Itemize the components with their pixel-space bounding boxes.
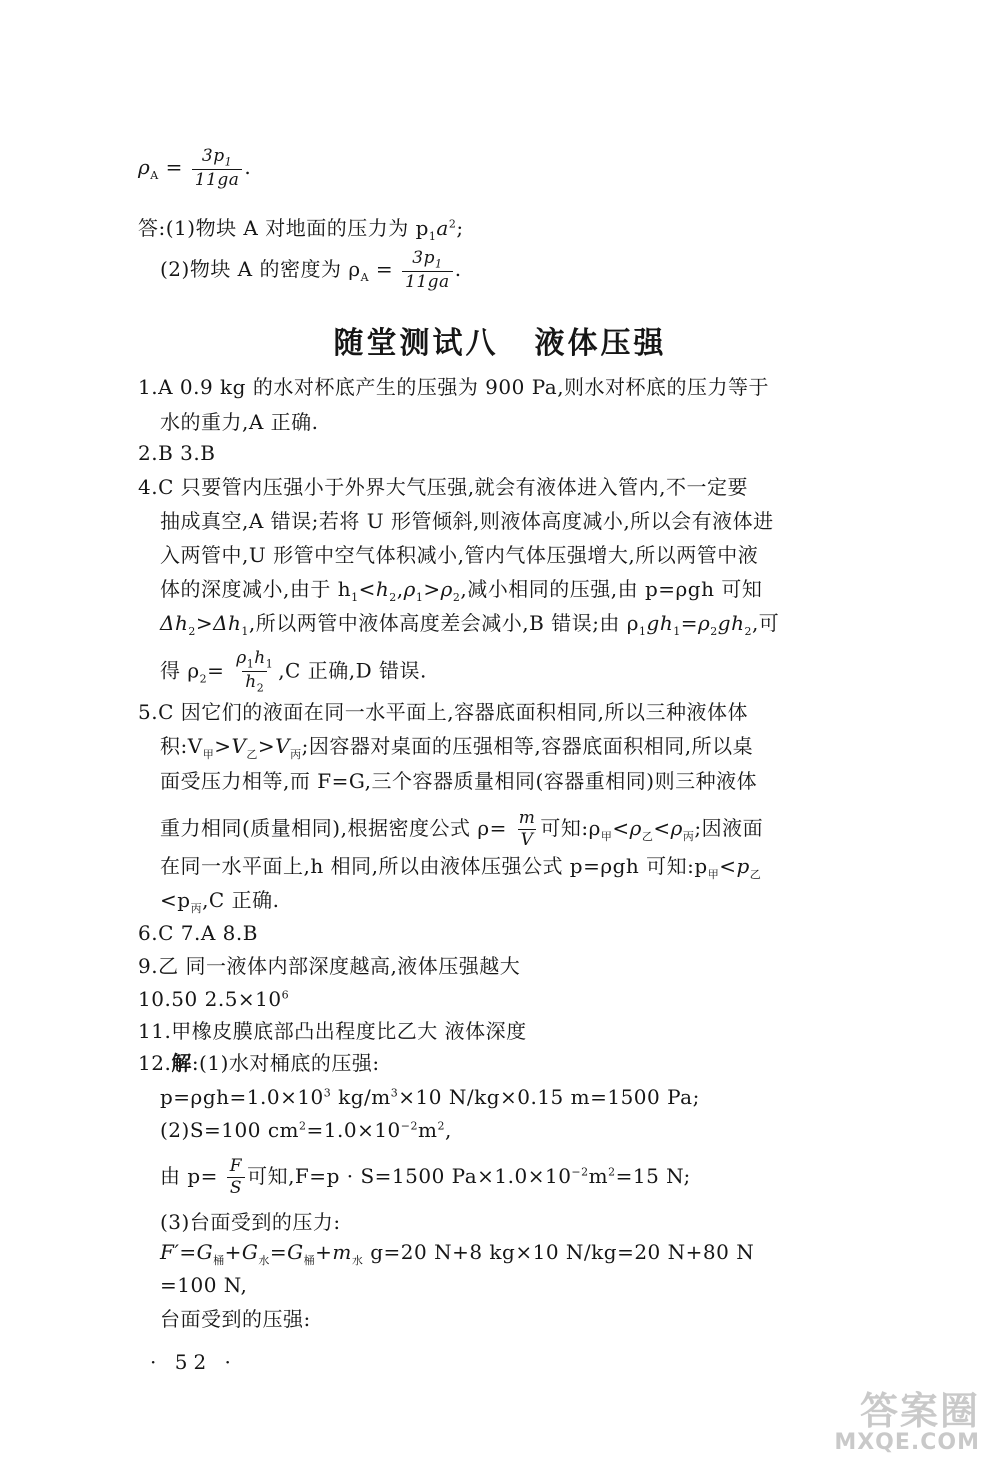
fraction: $\frac{\rho_1h_1}{h_2}$: [236, 648, 274, 695]
q5-text: 积:V: [160, 734, 203, 758]
q1-line-1: 1.A 0.9 kg 的水对杯底产生的压强为 900 Pa,则水对杯底的压力等于: [138, 375, 770, 399]
q5-text-7: <p: [160, 888, 191, 912]
q10-line: 10.50 $2.5\times 10^6$: [138, 987, 290, 1011]
q12-number: 12.: [138, 1051, 172, 1075]
q12-line-2: $p=\rho gh=1.0\times 10^3$ $kg/m^3\times 10$ N/kg×0.15 m=1500 Pa;: [160, 1085, 700, 1109]
q4-text-4: ,可: [751, 611, 780, 635]
q12-jie: 解: [171, 1051, 192, 1075]
q12-text-10: 可知,F=p · S=1500 Pa×1.0×10: [247, 1164, 572, 1188]
q5-text-5: ;因液面: [694, 816, 764, 840]
q12-text-4: ×10 N/kg×0.15 m=1500 Pa;: [398, 1085, 700, 1109]
q12-text-12: =15 N;: [615, 1164, 691, 1188]
equals: =: [165, 155, 183, 180]
q5-line-2: 积$:V_甲>V_乙>V_丙$;因容器对桌面的压强相等,容器底面积相同,所以桌: [160, 734, 754, 761]
q12-text-11: m: [588, 1164, 609, 1188]
q4-text-5: 得 ρ: [160, 658, 200, 683]
answer-text: (2)物块 A 的密度为 ρ: [160, 257, 361, 282]
q5-text-4: 可知:ρ: [540, 816, 601, 840]
q4-line-4: 体的深度减小,由于 $h_1<h_2,\rho_1>\rho_2$,减小相同的压强,由 p=ρgh 可知: [160, 577, 763, 604]
q12-text-3: kg/m: [331, 1085, 391, 1109]
denominator: 11ga: [402, 271, 453, 291]
q5-text-6: 在同一水平面上,h 相同,所以由液体压强公式 p=ρgh 可知:p: [160, 854, 708, 878]
q12-text-9: 由 p=: [160, 1164, 218, 1188]
q4-text: 体的深度减小,由于 h: [160, 577, 352, 601]
q12-line-1: [138, 1053, 380, 1073]
q4-line-1: 4.C 只要管内压强小于外界大气压强,就会有液体进入管内,不一定要: [138, 475, 748, 499]
q12-text-13: F′=G: [160, 1240, 214, 1264]
q4-line-2: 抽成真空,A 错误;若将 U 形管倾斜,则液体高度减小,所以会有液体进: [160, 509, 774, 533]
q12-line-4: 由 p= $\frac{F}{S}$ 可知,F=p · S=1500 $Pa\times 1.0\times 10^{-2}m^2=15$ N;: [160, 1156, 691, 1198]
fraction: $\frac{F}{S}$: [227, 1158, 245, 1197]
equals: =: [375, 257, 394, 282]
numerator: 3p: [412, 248, 435, 268]
watermark-logo: 答案圈: [859, 1389, 980, 1433]
q12-line-8: 台面受到的压强:: [160, 1307, 311, 1331]
q4-text-6: ,C 正确,D 错误.: [278, 658, 427, 683]
title-right: 液体压强: [534, 326, 667, 361]
q12-text-6: =1.0×10: [306, 1118, 401, 1142]
a-symbol: a: [436, 216, 449, 240]
section-title: [0, 318, 1000, 362]
q12-text-2: p=ρgh=1.0×10: [160, 1085, 324, 1109]
q5-text-2: ;因容器对桌面的压强相等,容器底面积相同,所以桌: [301, 734, 754, 758]
answer-line-1: 答:(1)物块 A 对地面的压力为 $p_1a^2$;: [138, 216, 464, 243]
fraction: $\frac{3p_1}{11ga}$: [192, 148, 243, 189]
q5-line-4: 重力相同(质量相同),根据密度公式 ρ= $\frac{m}{V}$ 可知$:\rho_甲<\rho_乙<\rho_丙$;因液面: [160, 808, 764, 850]
q5-line-5: 在同一水平面上,h 相同,所以由液体压强公式 p=ρgh 可知$:p_甲<p_乙$: [160, 854, 762, 881]
watermark: [776, 1380, 986, 1460]
q5-line-3: 面受压力相等,而 F=G,三个容器质量相同(容器重相同)则三种液体: [160, 769, 758, 793]
q12-text-8: ,: [444, 1118, 452, 1142]
q12-line-6: $F'=G_桶+G_水=G_桶+m_水$ g=20 N+8 kg×10 N/kg=20 N+80 N: [160, 1240, 755, 1267]
q4-text-3: ,所以两管中液体高度差会减小,B 错误;由 ρ: [248, 611, 640, 635]
page-number: · 52 ·: [150, 1350, 237, 1374]
q4-line-5: $\Delta h_2>\Delta h_1$,所以两管中液体高度差会减小,B 错误;由 $\rho_1gh_1=\rho_2gh_2$,可: [160, 611, 780, 638]
q4-text-2: ,减小相同的压强,由 p=ρgh 可知: [460, 577, 763, 601]
title-left: 随堂测试八: [333, 326, 499, 361]
fraction: $\frac{3p_1}{11ga}$: [402, 250, 453, 291]
q4-line-3: 入两管中,U 形管中空气体积减小,管内气体压强增大,所以两管中液: [160, 543, 759, 567]
q5-text-8: ,C 正确.: [202, 888, 280, 912]
q9-line: 9.乙 同一液体内部深度越高,液体压强越大: [138, 954, 521, 978]
formula-rho-a: $\rho_A$ = $\frac{3p_1}{11ga}$ .: [138, 146, 252, 191]
q12-text-16: +m: [315, 1240, 352, 1264]
q6-line: 6.C 7.A 8.B: [138, 921, 258, 945]
watermark-url: MXQE.COM: [834, 1430, 980, 1455]
fraction: $\frac{m}{V}$: [518, 808, 536, 850]
denominator: 11ga: [192, 169, 243, 189]
q12-line-7: =100 N,: [160, 1273, 248, 1297]
q11-line: 11.甲橡皮膜底部凸出程度比乙大 液体深度: [138, 1019, 527, 1043]
q12-line-5: (3)台面受到的压力:: [160, 1210, 341, 1234]
q5-text-3: 重力相同(质量相同),根据密度公式 ρ=: [160, 816, 507, 840]
q4-delta: Δh: [160, 611, 189, 635]
q12-text: :(1)水对桶底的压强:: [191, 1051, 380, 1075]
answer-line-2: (2)物块 A 的密度为 $\rho_A$ = $\frac{3p_1}{11ga}$ .: [160, 248, 462, 293]
q12-line-3: (2)S=100 $cm^2=1.0\times 10^{-2}m^2$,: [160, 1118, 452, 1142]
q12-text-7: m: [418, 1118, 438, 1142]
q10-text: 10.50 2.5×10: [138, 987, 282, 1011]
q5-line-6: $<p_丙,C$ 正确.: [160, 888, 280, 915]
q4-line-6: 得 $\rho_2=$ $\frac{\rho_1h_1}{h_2}$ ,C 正确,D 错误.: [160, 648, 427, 695]
answer-text: 答:(1)物块 A 对地面的压力为 p: [138, 216, 429, 240]
rho-symbol: ρ: [138, 155, 151, 180]
q12-text-5: (2)S=100 cm: [160, 1118, 299, 1142]
q1-line-2: 水的重力,A 正确.: [160, 410, 319, 434]
q12-text-17: g=20 N+8 kg×10 N/kg=20 N+80 N: [363, 1240, 755, 1264]
q12-text-15: =G: [269, 1240, 304, 1264]
q12-text-14: +G: [224, 1240, 259, 1264]
q2-line: 2.B 3.B: [138, 441, 216, 465]
numerator: 3p: [201, 146, 225, 166]
q5-line-1: 5.C 因它们的液面在同一水平面上,容器底面积相同,所以三种液体体: [138, 700, 748, 724]
